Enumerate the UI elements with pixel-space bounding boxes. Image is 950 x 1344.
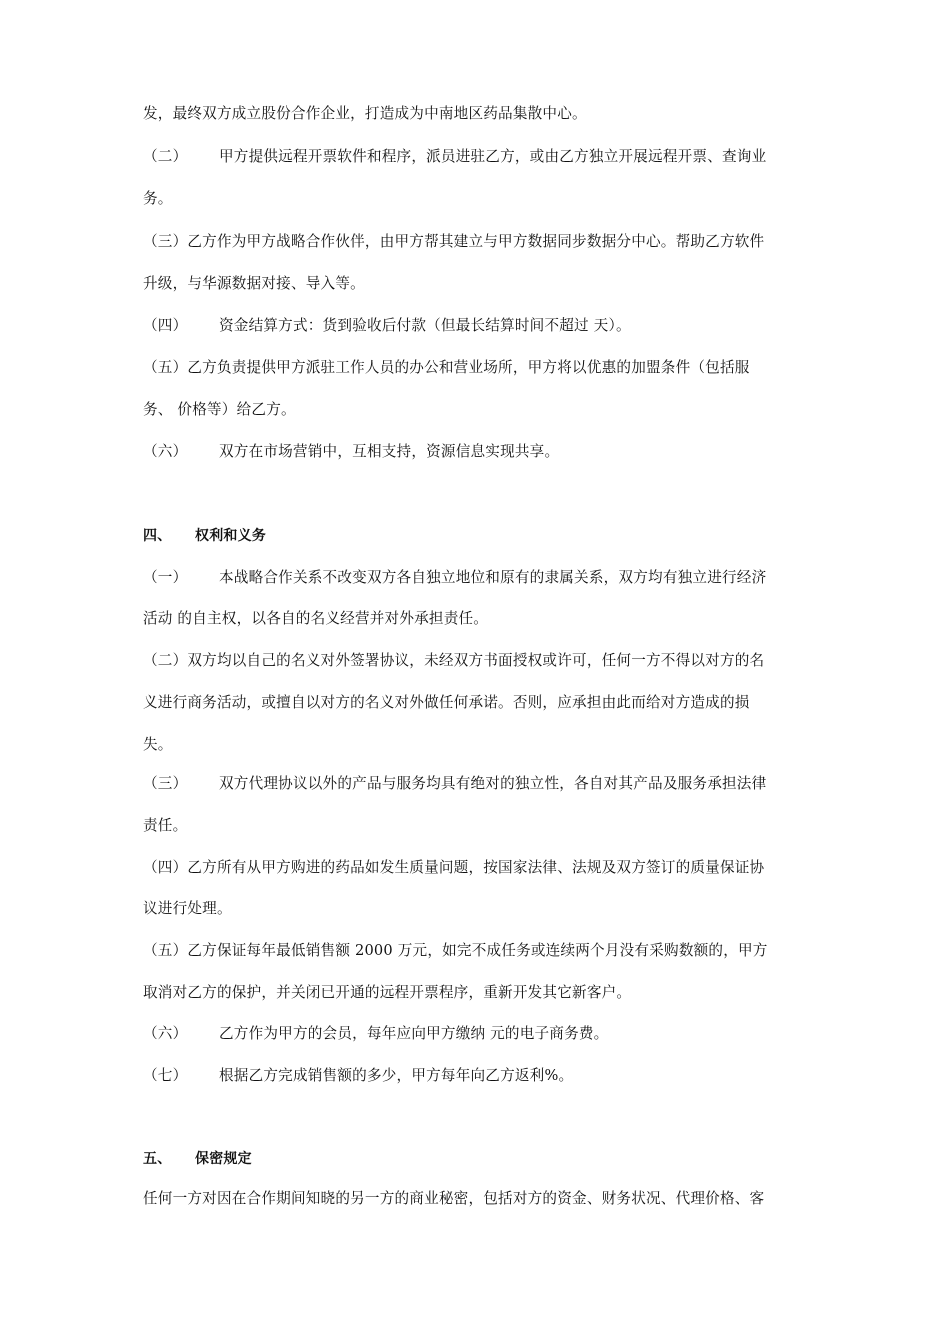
item-number: （一） (143, 569, 188, 586)
s4-item-6-line-1: （六） 乙方作为甲方的会员，每年应向甲方缴纳 元的电子商务费。 (143, 1025, 609, 1042)
heading-text: 权利和义务 (195, 528, 266, 544)
item-number: （三） (143, 775, 188, 792)
s4-item-7-line-1: （七） 根据乙方完成销售额的多少，甲方每年向乙方返利%。 (143, 1067, 574, 1084)
item-number: （四） (143, 317, 188, 334)
s4-item-5-line-2: 取消对乙方的保护，并关闭已开通的远程开票程序，重新开发其它新客户。 (143, 984, 632, 1001)
s4-item-1-line-1: （一） 本战略合作关系不改变双方各自独立地位和原有的隶属关系，双方均有独立进行经济 (143, 569, 767, 586)
s4-item-3-line-1: （三） 双方代理协议以外的产品与服务均具有绝对的独立性，各自对其产品及服务承担法律 (143, 775, 767, 792)
s4-item-4-line-2: 议进行处理。 (143, 900, 232, 917)
item-2-line-2: 务。 (143, 190, 173, 207)
s4-item-4-line-1: （四）乙方所有从甲方购进的药品如发生质量问题，按国家法律、法规及双方签订的质量保证协 (143, 859, 765, 876)
heading-text: 保密规定 (195, 1151, 252, 1167)
heading-number: 五、 (143, 1151, 172, 1167)
s4-item-5-line-1: （五）乙方保证每年最低销售额 2000 万元，如完不成任务或连续两个月没有采购数额的，甲方 (143, 942, 768, 959)
paragraph-line: 发，最终双方成立股份合作企业，打造成为中南地区药品集散中心。 (143, 105, 587, 122)
s4-item-2-line-1: （二）双方均以自己的名义对外签署协议，未经双方书面授权或许可，任何一方不得以对方的名 (143, 652, 765, 669)
item-4-line-1: （四） 资金结算方式：货到验收后付款（但最长结算时间不超过 天）。 (143, 317, 631, 334)
item-number: （六） (143, 443, 188, 460)
item-number: （七） (143, 1067, 188, 1084)
item-number: （二） (143, 148, 188, 165)
item-6-line-1: （六） 双方在市场营销中，互相支持，资源信息实现共享。 (143, 443, 560, 460)
s4-item-1-line-2: 活动 的自主权，以各自的名义经营并对外承担责任。 (143, 610, 489, 627)
item-3-line-1: （三）乙方作为甲方战略合作伙伴，由甲方帮其建立与甲方数据同步数据分中心。帮助乙方软件 (143, 233, 765, 250)
s4-item-3-line-2: 责任。 (143, 817, 188, 834)
section-heading (143, 1149, 252, 1169)
item-2-line-1: （二） 甲方提供远程开票软件和程序，派员进驻乙方，或由乙方独立开展远程开票、查询业 (143, 148, 767, 165)
item-5-line-1: （五）乙方负责提供甲方派驻工作人员的办公和营业场所，甲方将以优惠的加盟条件（包括服 (143, 359, 750, 376)
item-number: （六） (143, 1025, 188, 1042)
s4-item-2-line-2: 义进行商务活动，或擅自以对方的名义对外做任何承诺。否则，应承担由此而给对方造成的损 (143, 694, 750, 711)
s5-line-1: 任何一方对因在合作期间知晓的另一方的商业秘密，包括对方的资金、财务状况、代理价格、客 (143, 1190, 765, 1207)
s4-item-2-line-3: 失。 (143, 736, 173, 753)
item-5-line-2: 务、 价格等）给乙方。 (143, 401, 296, 418)
heading-number: 四、 (143, 528, 172, 544)
item-3-line-2: 升级，与华源数据对接、导入等。 (143, 275, 365, 292)
section-heading (143, 526, 266, 546)
